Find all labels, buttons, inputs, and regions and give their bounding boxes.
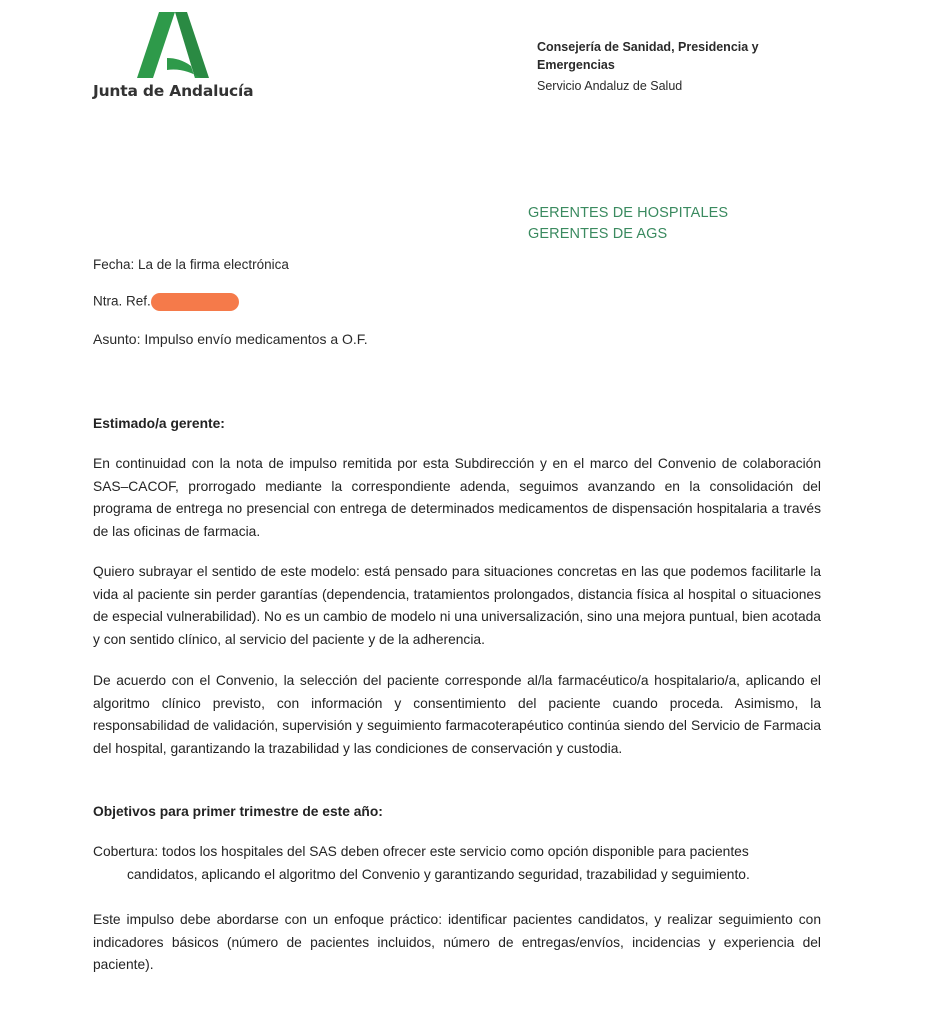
objective-coverage [93,841,821,886]
fecha-line: Fecha: La de la firma electrónica [93,257,289,272]
organization-line-2: Emergencias [537,58,615,72]
junta-andalucia-a-icon [137,12,209,80]
paragraph-3 [93,670,821,760]
addressee-line-1: GERENTES DE HOSPITALES [528,205,729,221]
objectives-heading: Objetivos para primer trimestre de este año: [93,804,383,819]
addressee-block [528,203,728,245]
objective-coverage-text: Cobertura: todos los hospitales del SAS deben ofrecer este servicio como opción disponible para pacientes candidatos, aplicando el algoritmo del Convenio y garantizando seguridad, trazabilidad y seguimiento. [93,844,750,882]
greeting: Estimado/a gerente: [93,416,225,431]
organization-line-3: Servicio Andaluz de Salud [537,79,683,93]
paragraph-1 [93,453,821,543]
junta-andalucia-logo [93,12,258,100]
organization-block [537,38,759,95]
asunto-line: Asunto: Impulso envío medicamentos a O.F. [93,331,368,347]
logo-name: Junta de Andalucía [93,82,254,100]
organization-line-1: Consejería de Sanidad, Presidencia y [537,40,759,54]
paragraph-2-text: Quiero subrayar el sentido de este modelo: está pensado para situaciones concretas en las que podemos facilitarle la vida al paciente sin perder garantías (dependencia, tratamientos prolongados, distancia física al hospital o situaciones de especial vulnerabilidad). No es un cambio de modelo ni una universalización, sino una mejora puntual, bien acotada y con sentido clínico, al servicio del paciente y de la adherencia. [93,564,821,647]
closing-paragraph [93,909,821,977]
referencia-line [93,293,239,311]
paragraph-2 [93,561,821,651]
redaction-mark [151,293,239,311]
paragraph-3-text: De acuerdo con el Convenio, la selección del paciente corresponde al/la farmacéutico/a hospitalario/a, aplicando el algoritmo clínico previsto, con información y consentimiento del paciente cuando proceda. Asimismo, la responsabilidad de validación, supervisión y seguimiento farmacoterapéutico continúa siendo del Servicio de Farmacia del hospital, garantizando la trazabilidad y las condiciones de conservación y custodia. [93,673,821,756]
addressee-line-2: GERENTES DE AGS [528,226,668,242]
closing-paragraph-text: Este impulso debe abordarse con un enfoque práctico: identificar pacientes candidatos, y realizar seguimiento con indicadores básicos (número de pacientes incluidos, número de entregas/envíos, incidencias y experiencia del paciente). [93,912,821,972]
paragraph-1-text: En continuidad con la nota de impulso remitida por esta Subdirección y en el marco del Convenio de colaboración SAS–CACOF, prorrogado mediante la correspondiente adenda, seguimos avanzando en la consolidación del programa de entrega no presencial con entrega de determinados medicamentos de dispensación hospitalaria a través de las oficinas de farmacia. [93,456,821,539]
referencia-label: Ntra. Ref. [93,293,151,309]
